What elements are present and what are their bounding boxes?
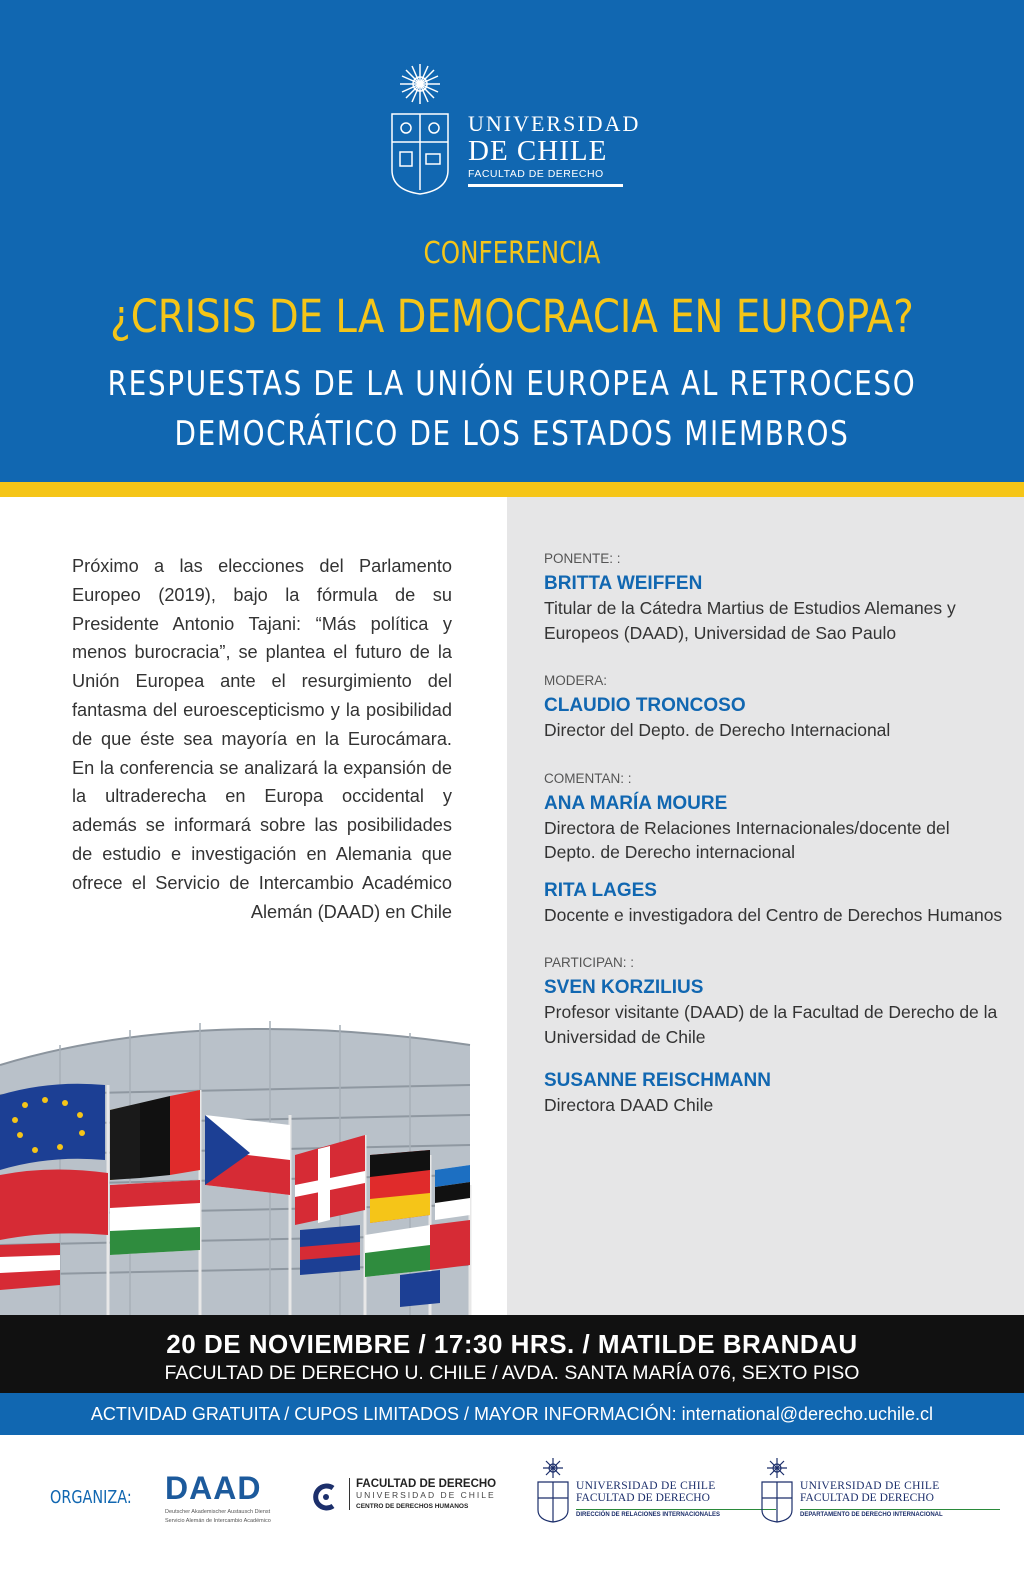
subtitle-line-1: RESPUESTAS DE LA UNIÓN EUROPEA AL RETROCESO xyxy=(107,364,917,404)
intro-paragraph: Próximo a las elecciones del Parlamento Europeo (2019), bajo la fórmula de su Presidente Antonio Tajani: “Más política y menos burocracia”, se plantea el futuro de la Unión Europea ante el resurgimiento del fantasma del euroescepticismo y la posibilidad de que éste sea mayoría en la Eurocámara. En la conferencia se analizará la expansión de la ultraderecha en Europa occidental y además se informará sobre las posibilidades de estudio e investigación en Alemania que ofrece el Servicio de Intercambio Académico Alemán (DAAD) en Chile xyxy=(72,556,452,922)
role-label-ponente: PONENTE: : xyxy=(544,551,621,566)
logo-line-facultad: FACULTAD DE DERECHO xyxy=(468,168,604,180)
university-seal-icon xyxy=(390,62,466,197)
fd-logo-line-3: CENTRO DE DERECHOS HUMANOS xyxy=(356,1503,469,1510)
speaker-name-participan-2: SUSANNE REISCHMANN xyxy=(544,1070,771,1091)
speaker-desc-comentan-2: Docente e investigadora del Centro de Derechos Humanos xyxy=(544,904,1003,925)
speaker-name-participan-1: SVEN KORZILIUS xyxy=(544,977,704,998)
daad-small-line-1: Deutscher Akademischer Austausch Dienst xyxy=(165,1509,271,1515)
university-seal-icon xyxy=(536,1458,570,1524)
role-label-modera: MODERA: xyxy=(544,673,608,688)
uch-a-line-3: DIRECCIÓN DE RELACIONES INTERNACIONALES xyxy=(576,1509,776,1518)
event-date-time-venue: 20 DE NOVIEMBRE / 17:30 HRS. / MATILDE BRANDAU xyxy=(166,1329,858,1359)
speaker-name-ponente: BRITTA WEIFFEN xyxy=(544,573,703,594)
yellow-divider xyxy=(0,482,1024,497)
uch-a-line-1: UNIVERSIDAD DE CHILE xyxy=(576,1480,716,1492)
event-address: FACULTAD DE DERECHO U. CHILE / AVDA. SANTA MARÍA 076, SEXTO PISO xyxy=(164,1362,860,1384)
logo-rule xyxy=(468,184,623,187)
fd-logo-line-2: UNIVERSIDAD DE CHILE xyxy=(356,1490,496,1500)
daad-wordmark: DAAD xyxy=(165,1470,262,1506)
c-mark-icon xyxy=(313,1482,339,1512)
role-label-comentan: COMENTAN: : xyxy=(544,770,632,786)
speaker-desc-participan-1: Profesor visitante (DAAD) de la Facultad de Derecho de la Universidad de Chile xyxy=(544,1002,998,1047)
university-seal-icon xyxy=(760,1458,794,1524)
speaker-desc-ponente: Titular de la Cátedra Martius de Estudios Alemanes y Europeos (DAAD), Universidad de Sao Paulo xyxy=(544,598,956,643)
uch-b-line-2: FACULTAD DE DERECHO xyxy=(800,1492,934,1504)
speaker-name-modera: CLAUDIO TRONCOSO xyxy=(544,695,746,716)
daad-small-line-2: Servicio Alemán de Intercambio Académico xyxy=(165,1518,271,1524)
speaker-desc-participan-2: Directora DAAD Chile xyxy=(544,1095,714,1115)
speaker-name-comentan-2: RITA LAGES xyxy=(544,879,657,901)
page-title: ¿CRISIS DE LA DEMOCRACIA EN EUROPA? xyxy=(110,290,914,343)
role-label-participan: PARTICIPAN: : xyxy=(544,955,635,970)
fd-logo-line-1: FACULTAD DE DERECHO xyxy=(356,1478,497,1490)
event-type-label: CONFERENCIA xyxy=(423,236,601,271)
organiza-label: ORGANIZA: xyxy=(50,1487,132,1508)
speaker-name-comentan-1: ANA MARÍA MOURE xyxy=(544,792,728,814)
uch-b-line-1: UNIVERSIDAD DE CHILE xyxy=(800,1480,940,1492)
header-banner xyxy=(0,0,1024,482)
event-details-bar xyxy=(0,1315,1024,1393)
uch-b-line-3: DEPARTAMENTO DE DERECHO INTERNACIONAL xyxy=(800,1509,1000,1518)
universidad-de-chile-logo xyxy=(390,62,641,202)
subtitle-line-2: DEMOCRÁTICO DE LOS ESTADOS MIEMBROS xyxy=(174,414,850,454)
speaker-desc-comentan-1: Directora de Relaciones Internacionales/docente del Depto. de Derecho internacional xyxy=(544,817,950,862)
speakers-list xyxy=(544,551,1004,1118)
speaker-desc-modera: Director del Depto. de Derecho Internacional xyxy=(544,720,891,740)
european-parliament-flags-photo xyxy=(0,985,506,1315)
info-bar: ACTIVIDAD GRATUITA / CUPOS LIMITADOS / MAYOR INFORMACIÓN: international@derecho.uchile.cl xyxy=(0,1393,1024,1435)
logo-line-universidad: UNIVERSIDAD xyxy=(468,111,641,136)
logo-line-de-chile: DE CHILE xyxy=(468,135,608,167)
uch-a-line-2: FACULTAD DE DERECHO xyxy=(576,1492,710,1504)
daad-logo xyxy=(165,1470,271,1525)
